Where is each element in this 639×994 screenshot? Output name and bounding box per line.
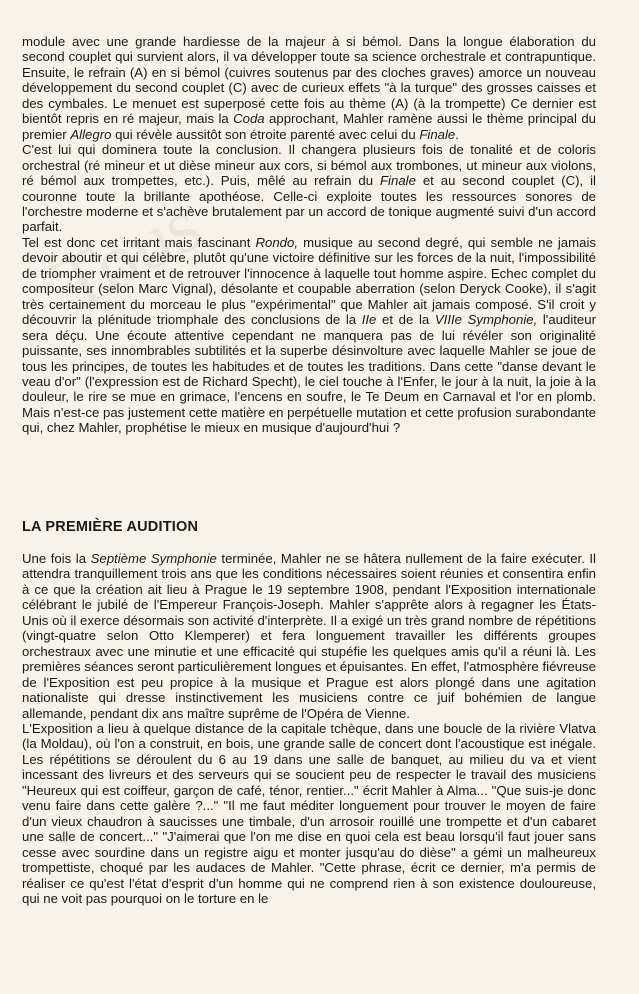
paragraph bbox=[22, 235, 596, 436]
section-premiere-audition bbox=[22, 551, 596, 906]
paragraph bbox=[22, 34, 596, 142]
text-run: approchant, Mahler ramène aussi le thème principal du premier bbox=[22, 111, 596, 142]
text-run: . bbox=[455, 126, 459, 142]
text-run: Une fois la bbox=[22, 551, 91, 566]
text-run: qui révèle aussitôt son étroite parenté avec celui du bbox=[111, 126, 420, 142]
text-run: L'Exposition a lieu à quelque distance de la capitale tchèque, dans une boucle de la rivière Vlatva (la Moldau), où l'on a construit, en bois, une grande salle de concert dont l'acoustique est inégale. Les répétitions se déroulent du 6 au 19 dans une salle de banquet, au milieu du va et vient incessant des livreurs et des serveurs qui se soucient peu de respecter le travail des musiciens "Heureux qui est coiffeur, garçon de café, ténor, rentier..." écrit Mahler à Alma... "Que suis-je donc venu faire dans cette galère ?..." "Il me faut méditer longuement pour trouver le moyen de faire d'un vieux chaudron à saucisses une timbale, d'un arrosoir rouillé une trompette et d'un cabaret une salle de concert..." "J'aimerai que l'on me dise en quoi cela est beau lorsqu'il faut jouer sans cesse avec sourdine dans un registre aigu et monter jusqu'au do dièse" a gémi un malheureux trompettiste, choqué par les audaces de Mahler. "Cette phrase, écrit ce dernier, m'a permis de réaliser ce qu'est l'état d'esprit d'un homme qui ne comprend rien à son existence douloureuse, qui ne voit pas pourquoi on le torture en le bbox=[22, 720, 596, 906]
italic-text: Rondo, bbox=[255, 234, 299, 250]
text-run: l'auditeur sera déçu. Une écoute attentive cependant ne manquera pas de lui révéler son originalité puissante, ses innombrables subtilités et la superbe désinvolture avec laquelle Mahler se joue de tous les principes, de toutes les habitudes et de toutes les traditions. Dans cette "danse devant le veau d'or" (l'expression est de Richard Specht), le ciel touche à l'Enfer, le jour à la nuit, la joie à la douleur, le rire se mue en grimace, l'encens en soufre, le Te Deum en Carnaval et l'or en plomb. Mais n'est-ce pas justement cette matière en perpétuelle mutation et cette profusion surabondante qui, chez Mahler, prophétise le mieux en musique d'aujourd'hui ? bbox=[22, 312, 596, 436]
text-run: Tel est donc cet irritant mais fascinant bbox=[22, 234, 256, 250]
section-continuation bbox=[22, 34, 596, 436]
paragraph bbox=[22, 142, 596, 235]
italic-text: Allegro bbox=[70, 126, 112, 142]
section-body bbox=[22, 551, 596, 906]
section-body bbox=[22, 34, 596, 436]
italic-text: Septième Symphonie bbox=[90, 551, 217, 566]
italic-text: Finale bbox=[419, 126, 456, 142]
text-run: et au second couplet (C), il couronne toute la brillante apothéose. Celle-ci exploite toutes les ressources sonores de l'orchestre moderne et s'achève brutalement par un accord de tonique augmenté suivi d'un accord parfait. bbox=[22, 173, 596, 235]
text-run: C'est lui qui dominera toute la conclusion. Il changera plusieurs fois de tonalité et de coloris orchestral (ré mineur et ut dièse mineur aux cors, si bémol aux trombones, ut mineur aux violons, ré bémol aux trompettes, etc.). Puis, mêlé au refrain du bbox=[22, 142, 596, 189]
italic-text: IIe bbox=[361, 312, 377, 328]
paragraph bbox=[22, 551, 596, 721]
text-run: terminée, Mahler ne se hâtera nullement de la faire exécuter. Il attendra tranquillement trois ans que les conditions nécessaires soient réunies et consentira enfin à ce que la création ait lieu à Prague le 19 septembre 1908, pendant l'Exposition internationale célébrant le jubilé de l'Empereur François-Joseph. Mahler s'apprête alors à regagner les États-Unis où il exerce désormais son activité d'interprète. Il a exigé un très grand nombre de répétitions (vingt-quatre selon Otto Klemperer) et fera longuement travailler les différents groupes orchestraux avec une minutie et une efficacité qui stupéfie les quelques amis qu'il a réuni là. Les premières séances seront particulièrement longues et épuisantes. En effet, l'atmosphère fiévreuse de l'Exposition est peu propice à la musique et Prague est alors plongé dans une agitation nationaliste qui dresse instinctivement les musiciens contre ce juif bohémien de langue allemande, pendant dix ans maître suprême de l'Opéra de Vienne. bbox=[22, 551, 596, 721]
text-run: module avec une grande hardiesse de la majeur à si bémol. Dans la longue élaboration du second couplet qui survient alors, il va développer toute sa science orchestrale et contrapuntique. Ensuite, le refrain (A) en si bémol (cuivres soutenus par des cloches graves) amorce un nouveau développement du second couplet (C) avec de curieux effets "à la turque" des grosses caisses et des cymbales. Le menuet est superposé cette fois au thème (A) (à la trompette) Ce dernier est bientôt repris en ré majeur, mais la bbox=[22, 34, 596, 127]
text-run: et de la bbox=[376, 312, 435, 328]
italic-text: Finale bbox=[380, 173, 416, 189]
section-heading: LA PREMIÈRE AUDITION bbox=[22, 519, 199, 535]
italic-text: Coda bbox=[233, 111, 265, 127]
text-run: musique au second degré, qui semble ne jamais devoir aboutir et qui célèbre, plutôt qu'une victoire définitive sur les forces de la nuit, l'impossibilité de triompher vraiment et de retrouver l'innocence à laquelle tout homme aspire. Echec complet du compositeur (selon Marc Vignal), désolante et coupable aberration (selon Deryck Cooke), il s'agit très certainement du morceau le plus "expérimental" que Mahler ait jamais composé. S'il croit y découvrir la plénitude triomphale des conclusions de la bbox=[22, 234, 596, 328]
paragraph bbox=[22, 721, 596, 906]
italic-text: VIIIe Symphonie, bbox=[434, 312, 538, 328]
